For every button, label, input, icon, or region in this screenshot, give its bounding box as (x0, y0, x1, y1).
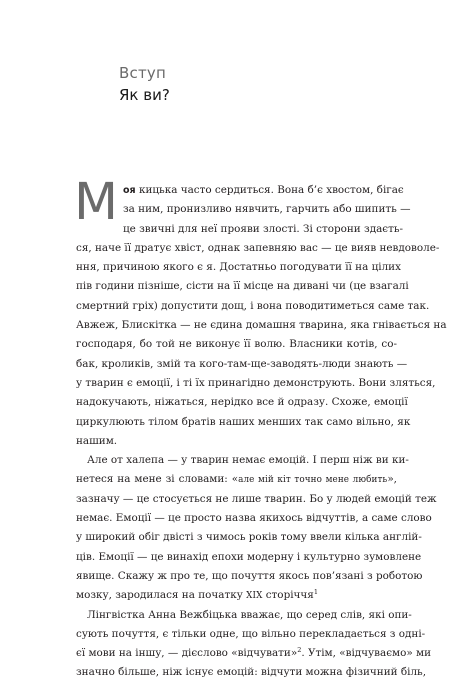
first-word: оя (123, 185, 136, 196)
body-text (74, 173, 447, 683)
footnote-marker[interactable]: 1 (313, 588, 318, 597)
text-line: немає. Емоції — це просто назва якихось відчуттів, а саме слово (76, 512, 432, 525)
text-line: смертний гріх) допустити дощ, і вона поводитиметься саме так. (76, 299, 430, 312)
text-line: сують почуття, є тільки одне, що вільно перекладається з одні- (76, 627, 426, 640)
chapter-label: Вступ (119, 64, 166, 82)
text-line: нашим. (76, 434, 118, 447)
drop-cap: М (74, 173, 119, 232)
quote-small-caps: але мій кіт точно мене любить (238, 475, 388, 486)
text-line: ся, наче її дратує хвіст, однак запевняю вас — це вияв невдоволе- (76, 241, 440, 254)
century-numeral: XIX (246, 591, 263, 602)
text-line: за ним, пронизливо нявчить, гарчить або шипить — (123, 203, 411, 216)
text-line: нетеся на мене зі словами: «але мій кіт точно мене любить», (76, 473, 397, 486)
text-line: циркулюють тілом братів наших менших так само вільно, як (76, 415, 411, 428)
text-line: ння, причиною якого є я. Достатньо погодувати її на цілих (76, 261, 401, 274)
chapter-title: Як ви? (119, 86, 170, 104)
text-line: це звичні для неї прояви злості. Зі сторони здаєть- (123, 222, 404, 235)
text-line: у широкий обіг двісті з чимось років тому ввели кілька англій- (76, 531, 422, 544)
text-line: мозку, зародилася на початку XIX сторіччя$^1$ (76, 588, 318, 602)
text-line: єї мови на іншу, — дієслово «відчувати»$^2$. Утім, «відчуваємо» ми (76, 646, 432, 660)
text-line: Але от халепа — у тварин немає емоцій. І перш ніж ви ки- (87, 454, 409, 467)
text-line: зазначу — це стосується не лише тварин. Бо у людей емоцій теж (76, 492, 437, 505)
text-line: надокучають, ніжаться, нерідко все й одразу. Схоже, емоції (76, 396, 408, 409)
text-line: пів години пізніше, сісти на її місце на дивані чи (це взагалі (76, 280, 409, 293)
text-line: значно більше, ніж існує емоцій: відчути можна фізичний біль, (76, 666, 427, 679)
text-line: явище. Скажу ж про те, що почуття якось пов’язані з роботою (76, 569, 423, 582)
text-line: бак, кроликів, змій та кого-там-ще-заводять-люди знають — (76, 357, 408, 370)
text-line: Авжеж, Блискітка — не єдина домашня тварина, яка гнівається на (76, 319, 447, 332)
text-line: господаря, бо той не виконує її волю. Власники котів, со- (76, 338, 397, 351)
text-line: Лінгвістка Анна Вежбіцька вважає, що серед слів, які опи- (87, 608, 412, 621)
text-line: ців. Емоції — це винахід епохи модерну і культурно зумовлене (76, 550, 422, 563)
text-line: у тварин є емоції, і ті їх принагідно демонструють. Вони зляться, (76, 376, 436, 389)
text-line: оя кицька часто сердиться. Вона б’є хвостом, бігає (123, 184, 404, 196)
footnote-marker[interactable]: 2 (297, 646, 302, 655)
